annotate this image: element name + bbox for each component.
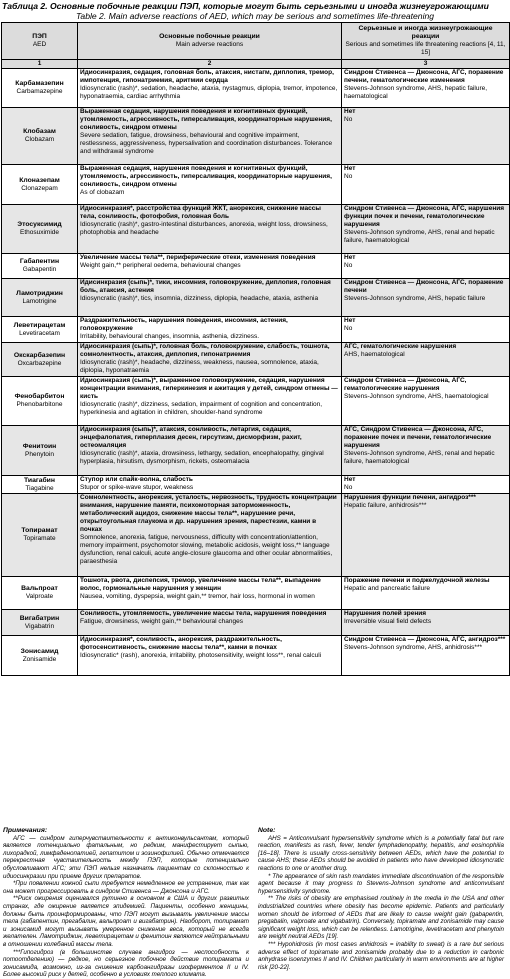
drug-name-ru: Габапентин	[19, 258, 60, 265]
drug-name-ru: Клобазам	[23, 128, 56, 135]
drug-name-en: Oxcarbazepine	[17, 359, 62, 367]
serious-reactions-en: No	[344, 173, 353, 180]
drug-name-en: Valproate	[25, 593, 54, 600]
serious-reactions-en: No	[344, 116, 353, 123]
main-reactions-en: Idiosyncratic (rash)*, headache, dizziness, weakness, nausea, somnolence, ataxia, diplopia, hyponatraemia	[80, 359, 319, 374]
main-reactions-en: Idiosyncratic (rash)*, gastro-intestinal disturbances, anorexia, weight loss, drowsiness, photophobia and headache	[80, 221, 328, 236]
table-row	[2, 377, 510, 426]
main-reactions-en: Severe sedation, fatigue, drowsiness, behavioural and cognitive impairment, restlessness, aggressiveness, hypersalivation and coordination disturbances. Tolerance and withdrawal syndrome	[80, 132, 333, 155]
note-en-obesity: ** The risks of obesity are emphasised routinely in the media in the USA and other industrialized countries where obesity has become epidemic. Patients and particularly women should be informed of AEDs that are likely to cause weight gain (gabapentin, pregabalin, valproate and vigabatrin). Conversely, topiramate and zonisamide may cause significant weight loss, which can be relentless. Lamotrigine, levetiracetam and phenytoin are weight neutral AEDs [19].	[258, 895, 504, 941]
note-ru-hypohidrosis: ***Гипогидроз (в большинстве случаев ангидроз — неспособность к потоотделению) — редкое, но серьезное побочное действие топирамата и зонисамида, возможно, из-за снижения карбоангидразы изоферментов II и IV. Более высокий риск у детей, особенно в условиях теплого климата.	[3, 948, 249, 979]
note-ru-rash: *При появлении кожной сыпи требуется немедленное ее устранение, так как она может прогрессировать в синдром Стивенса — Джонсона и АГС.	[3, 880, 249, 895]
adverse-reactions-table	[1, 22, 510, 676]
drug-name-en: Tiagabine	[25, 484, 54, 492]
drug-name-ru: Карбамазепин	[15, 80, 64, 87]
note-ru-obesity: **Риск ожирения оценивался рутинно в основном в США и других развитых странах, где ожирение является эпидемией. Пациенты, особенно женщины, должны быть проинформированы, что ПЭП могут вызывать увеличение массы тела (габапентин, прегабалин, вальпроат и вигабатрин). Наоборот, топирамат и зонисамид могут вызывать умеренное снижение веса, который не всегда желателен. Ламотриджин, леветирацетам и фенитоин являются нейтральными в отношении колебаний массы тела.	[3, 895, 249, 948]
table-row	[2, 577, 510, 610]
header-main	[78, 23, 342, 60]
main-reactions-ru: Увеличение массы тела**, периферические отеки, изменения поведения	[80, 254, 316, 261]
note-en-ahs: AHS = Anticonvulsant hypersensitivity syndrome which is a potentially fatal but rare reaction, manifests as rash, fever, tender lymphadenopathy, hepatitis, and eosinophilia [16–18]. There is usually cross-sensitivity between AEDs, which have the potential to cause AHS; these AEDs should be avoided in patients who have developed idiosyncratic reactions to one or another drug.	[258, 834, 504, 872]
drug-name-ru: Клоназепам	[19, 176, 60, 184]
table-row	[2, 69, 510, 108]
serious-reactions-en: Stevens-Johnson syndrome, AHS, hepatic failure, haematological	[344, 85, 488, 100]
serious-reactions-en: No	[344, 325, 353, 332]
drug-name-ru: Фенобарбитон	[14, 393, 65, 400]
drug-name-ru: Окскарбазепин	[13, 351, 66, 359]
main-reactions-en: Idiosyncratic (rash)*, dizziness, sedation, impairment of cognition and concentration, hyperkinesia and agitation in children, shoulder-hand syndrome	[80, 401, 323, 416]
serious-reactions-en: Stevens-Johnson syndrome, AHS, hepatic failure	[344, 295, 486, 302]
main-reactions-ru: Сомнолентность, анорексия, усталость, нервозность, трудность концентрации внимания, нарушение памяти, психомоторная заторможенность, метаболический ацидоз, снижение массы тела**, нарушение речи, открытоугольная глаукома и др. нарушения зрения, парестезии, камни в почках	[80, 494, 337, 533]
notes-en-heading: Note:	[258, 827, 276, 834]
header-main-en: Main adverse reactions	[175, 41, 244, 48]
main-reactions-en: Idiosyncratic (rash)*, sedation, headache, ataxia, nystagmus, diplopia, tremor, impotence, hyponatraemia, cardiac arrhythmia	[80, 85, 338, 100]
main-reactions-en: Irritability, behavioural changes, insomnia, asthenia, dizziness.	[80, 333, 260, 340]
serious-reactions-ru: Нарушения полей зрения	[344, 610, 427, 617]
drug-name-ru: Вальпроат	[21, 585, 58, 592]
main-reactions-ru: Выраженная седация, нарушения поведения и когнитивных функций, утомляемость, агрессивность, гиперсаливация, координаторные нарушения, сонливость, синдром отмены	[80, 165, 332, 188]
serious-reactions-ru: Нет	[344, 317, 356, 324]
main-reactions-en: Nausea, vomiting, dyspepsia, weight gain,** tremor, hair loss, hormonal in women	[80, 593, 315, 600]
serious-reactions-en: AHS, haematological	[344, 351, 405, 358]
note-en-rash: * The appearance of skin rash mandates immediate discontinuation of the responsible agent because it may progress to Stevens-Johnson syndrome and anticonvulsant hypersensitivity syndrome.	[258, 872, 504, 895]
drug-name-ru: Ламотриджин	[16, 289, 63, 297]
serious-reactions-en: Stevens-Johnson syndrome, AHS, anhidrosis***	[344, 644, 483, 651]
serious-reactions-en: Hepatic and pancreatic failure	[344, 585, 430, 592]
drug-name-en: Levetiracetam	[19, 329, 60, 337]
table-notes	[0, 827, 510, 979]
main-reactions-en: Idiosyncratic* (rash), anorexia, irritability, photosensitivity, weight loss**, renal calculi	[80, 652, 322, 659]
table-row	[2, 636, 510, 676]
drug-name-en: Topiramate	[23, 535, 56, 542]
drug-name-ru: Топирамат	[21, 527, 58, 534]
serious-reactions-en: No	[344, 484, 353, 491]
header-aed	[2, 23, 78, 60]
table-caption-en: Table 2. Main adverse reactions of AED, which may be serious and sometimes life-threatening	[75, 11, 435, 21]
main-reactions-ru: Идиосинкразия (сыпь)*, выраженное головокружение, седация, нарушения концентрации внимания, гиперкинезия и ажитация у детей, синдром отмены — кисть	[80, 377, 338, 400]
main-reactions-en: Idiosyncratic (rash)*, ataxia, drowsiness, lethargy, sedation, encephalopathy, gingival hyperplasia, hirsutism, dysmorphism, rickets, osteomalacia	[80, 450, 324, 465]
serious-reactions-en: No	[344, 262, 353, 269]
serious-reactions-en: Stevens-Johnson syndrome, AHS, renal and hepatic failure, haematological	[344, 229, 495, 244]
serious-reactions-ru: Синдром Стивенса — Джонсона, АГС, гематологические нарушения	[344, 377, 467, 392]
header-aed-ru: ПЭП	[32, 33, 47, 40]
serious-reactions-en: Hepatic failure, anhidrosis***	[344, 502, 427, 509]
header-num-3: 3	[342, 60, 510, 69]
serious-reactions-ru: Нет	[344, 108, 356, 115]
table-row	[2, 205, 510, 254]
drug-name-en: Ethosuximide	[19, 229, 60, 236]
drug-name-en: Vigabatrin	[24, 622, 55, 630]
serious-reactions-ru: Синдром Стивенса — Джонсона, АГС, ангидроз***	[344, 636, 506, 643]
serious-reactions-ru: Нет	[344, 476, 356, 483]
drug-name-en: Phenobarbitone	[16, 401, 63, 408]
table-row	[2, 317, 510, 343]
main-reactions-en: As of clobazam	[80, 189, 125, 196]
serious-reactions-en: Stevens-Johnson syndrome, AHS, haematological	[344, 393, 489, 400]
serious-reactions-ru: Нарушения функции печени, ангидроз***	[344, 494, 476, 501]
drug-name-ru: Этосуксимид	[17, 221, 62, 228]
main-reactions-en: Weight gain,** peripheral oedema, behavioural changes	[80, 262, 241, 269]
header-serious-en: Serious and sometimes life threatening reactions [4, 11, 15]	[345, 41, 506, 56]
main-reactions-en: Fatigue, drowsiness, weight gain,** behavioural changes	[80, 618, 243, 625]
table-row	[2, 610, 510, 636]
main-reactions-ru: Выраженная седация, нарушения поведения и когнитивных функций, утомляемость, агрессивность, гиперсаливация, координаторные нарушения, сонливость, синдром отмены	[80, 108, 332, 131]
table-row	[2, 279, 510, 317]
serious-reactions-ru: АГС, Синдром Стивенса — Джонсона, АГС, поражение почек и печени, гематологические нарушения	[344, 426, 492, 449]
notes-ru	[3, 827, 249, 979]
header-serious-ru: Серьезные и иногда жизнеугрожающие реакции	[358, 25, 493, 40]
drug-name-en: Clonazepam	[21, 184, 58, 192]
main-reactions-ru: Идиосинкразия, седация, головная боль, атаксия, нистагм, диплопия, тремор, импотенция, гипонатриемия, аритмии сердца	[80, 69, 334, 84]
drug-name-ru: Фенитоин	[22, 442, 57, 450]
drug-name-en: Lamotrigine	[22, 297, 57, 305]
drug-name-ru: Тиагабин	[24, 476, 55, 484]
notes-ru-heading: Примечания:	[3, 827, 48, 834]
header-main-ru: Основные побочные реакции	[159, 33, 260, 40]
main-reactions-ru: Идиосинкразия*, сонливость, анорексия, раздражительность, фотосенситивность, снижение массы тела**, камни в почках	[80, 636, 282, 651]
table-row	[2, 426, 510, 476]
drug-name-ru: Леветирацетам	[13, 321, 66, 329]
serious-reactions-ru: Синдром Стивенса — Джонсона, АГС, нарушения функции почек и печени, гематологические нарушения	[344, 205, 505, 228]
serious-reactions-ru: Нет	[344, 254, 356, 261]
main-reactions-ru: Тошнота, рвота, диспепсия, тремор, увеличение массы тела**, выпадение волос, гормональные нарушения у женщин	[80, 577, 321, 592]
header-num-1: 1	[2, 60, 78, 69]
main-reactions-ru: Идиосинкразия (сыпь)*, головная боль, головокружение, слабость, тошнота, сомнолентность, атаксия, диплопия, гипонатриемия	[80, 343, 330, 358]
note-en-hypohidrosis: *** Hypohidrosis (in most cases anhidrosis = inability to sweat) is a rare but serious adverse effect of topiramate and zonisamide probably due to a reduction in carbonic anhydrase isoenzymes II and IV. Children particularly in warm environments are at higher risk [20-22].	[258, 940, 504, 971]
main-reactions-ru: Раздражительность, нарушения поведения, инсомния, астения, головокружение	[80, 317, 288, 332]
table-row	[2, 343, 510, 377]
table-row	[2, 494, 510, 577]
main-reactions-en: Stupor or spike-wave stupor, weakness	[80, 484, 194, 491]
drug-name-en: Clobazam	[24, 136, 55, 143]
drug-name-en: Phenytoin	[25, 450, 54, 458]
serious-reactions-en: Irreversible visual field defects	[344, 618, 432, 625]
drug-name-en: Gabapentin	[22, 266, 57, 273]
note-ru-ahs: АГС — синдром гиперчувствительности к антиконвульсантам, который является потенциально фатальным, но редким, манифестирует сыпью, лихорадкой, лимфаденопатией, гепатитом и эозинофилией. Обычно отмечается перекрестная чувствительность между ПЭП, которые потенциально обусловливают АГС; эти ПЭП нельзя назначать пациентам со склонностью к идиосинкразии при приеме других препаратов.	[3, 834, 249, 880]
table-row	[2, 108, 510, 165]
serious-reactions-ru: Синдром Стивенса — Джонсона, АГС, поражение печени, гематологические изменения	[344, 69, 504, 84]
serious-reactions-ru: АГС, гематологические нарушения	[344, 343, 457, 350]
header-num-2: 2	[78, 60, 342, 69]
table-row	[2, 476, 510, 494]
serious-reactions-ru: Синдром Стивенса — Джонсона, АГС, поражение печени	[344, 279, 504, 294]
main-reactions-ru: Сонливость, утомляемость, увеличение массы тела, нарушения поведения	[80, 610, 327, 617]
main-reactions-ru: Идиосинкразия*, расстройства функций ЖКТ, анорексия, снижение массы тела, сонливость, фотофобия, головная боль	[80, 205, 321, 220]
serious-reactions-ru: Поражение печени и поджелудочной железы	[344, 577, 490, 584]
serious-reactions-en: Stevens-Johnson syndrome, AHS, renal and hepatic failure, haematological	[344, 450, 495, 465]
main-reactions-en: Idiosyncratic (rash)*, tics, insomnia, dizziness, diplopia, headache, ataxia, asthenia	[80, 295, 319, 302]
header-serious	[342, 23, 510, 60]
drug-name-ru: Вигабатрин	[19, 614, 60, 622]
notes-en	[258, 827, 504, 971]
table-row	[2, 254, 510, 279]
header-aed-en: AED	[32, 41, 47, 48]
main-reactions-ru: Идисинкразия (сыпь)*, тики, инсомния, головокружение, диплопия, головная боль, атаксия, астения	[80, 279, 331, 294]
drug-name-ru: Зонисамид	[20, 647, 59, 655]
main-reactions-en: Somnolence, anorexia, fatigue, nervousness, difficulty with concentration/attention, memory impairment, psychomotor slowing, metabolic acidosis, weight loss,** language dysfunction, renal calculi, acute angle-closure glaucoma and other ocular abnormalities, paraesthesia	[80, 534, 333, 565]
main-reactions-ru: Ступор или спайк-волна, слабость	[80, 476, 193, 483]
drug-name-en: Zonisamide	[22, 655, 57, 663]
serious-reactions-ru: Нет	[344, 165, 356, 172]
table-row	[2, 165, 510, 205]
main-reactions-ru: Идиосинкразия (сыпь)*, атаксия, сонливость, летаргия, седация, энцефалопатия, гиперплазия десен, гирсутизм, дисморфизм, рахит, остеомаляция	[80, 426, 302, 449]
drug-name-en: Carbamazepine	[16, 88, 63, 95]
table-caption-ru: Таблица 2. Основные побочные реакции ПЭП, которые могут быть серьезными и иногда жизнеугрожающими	[2, 1, 489, 11]
